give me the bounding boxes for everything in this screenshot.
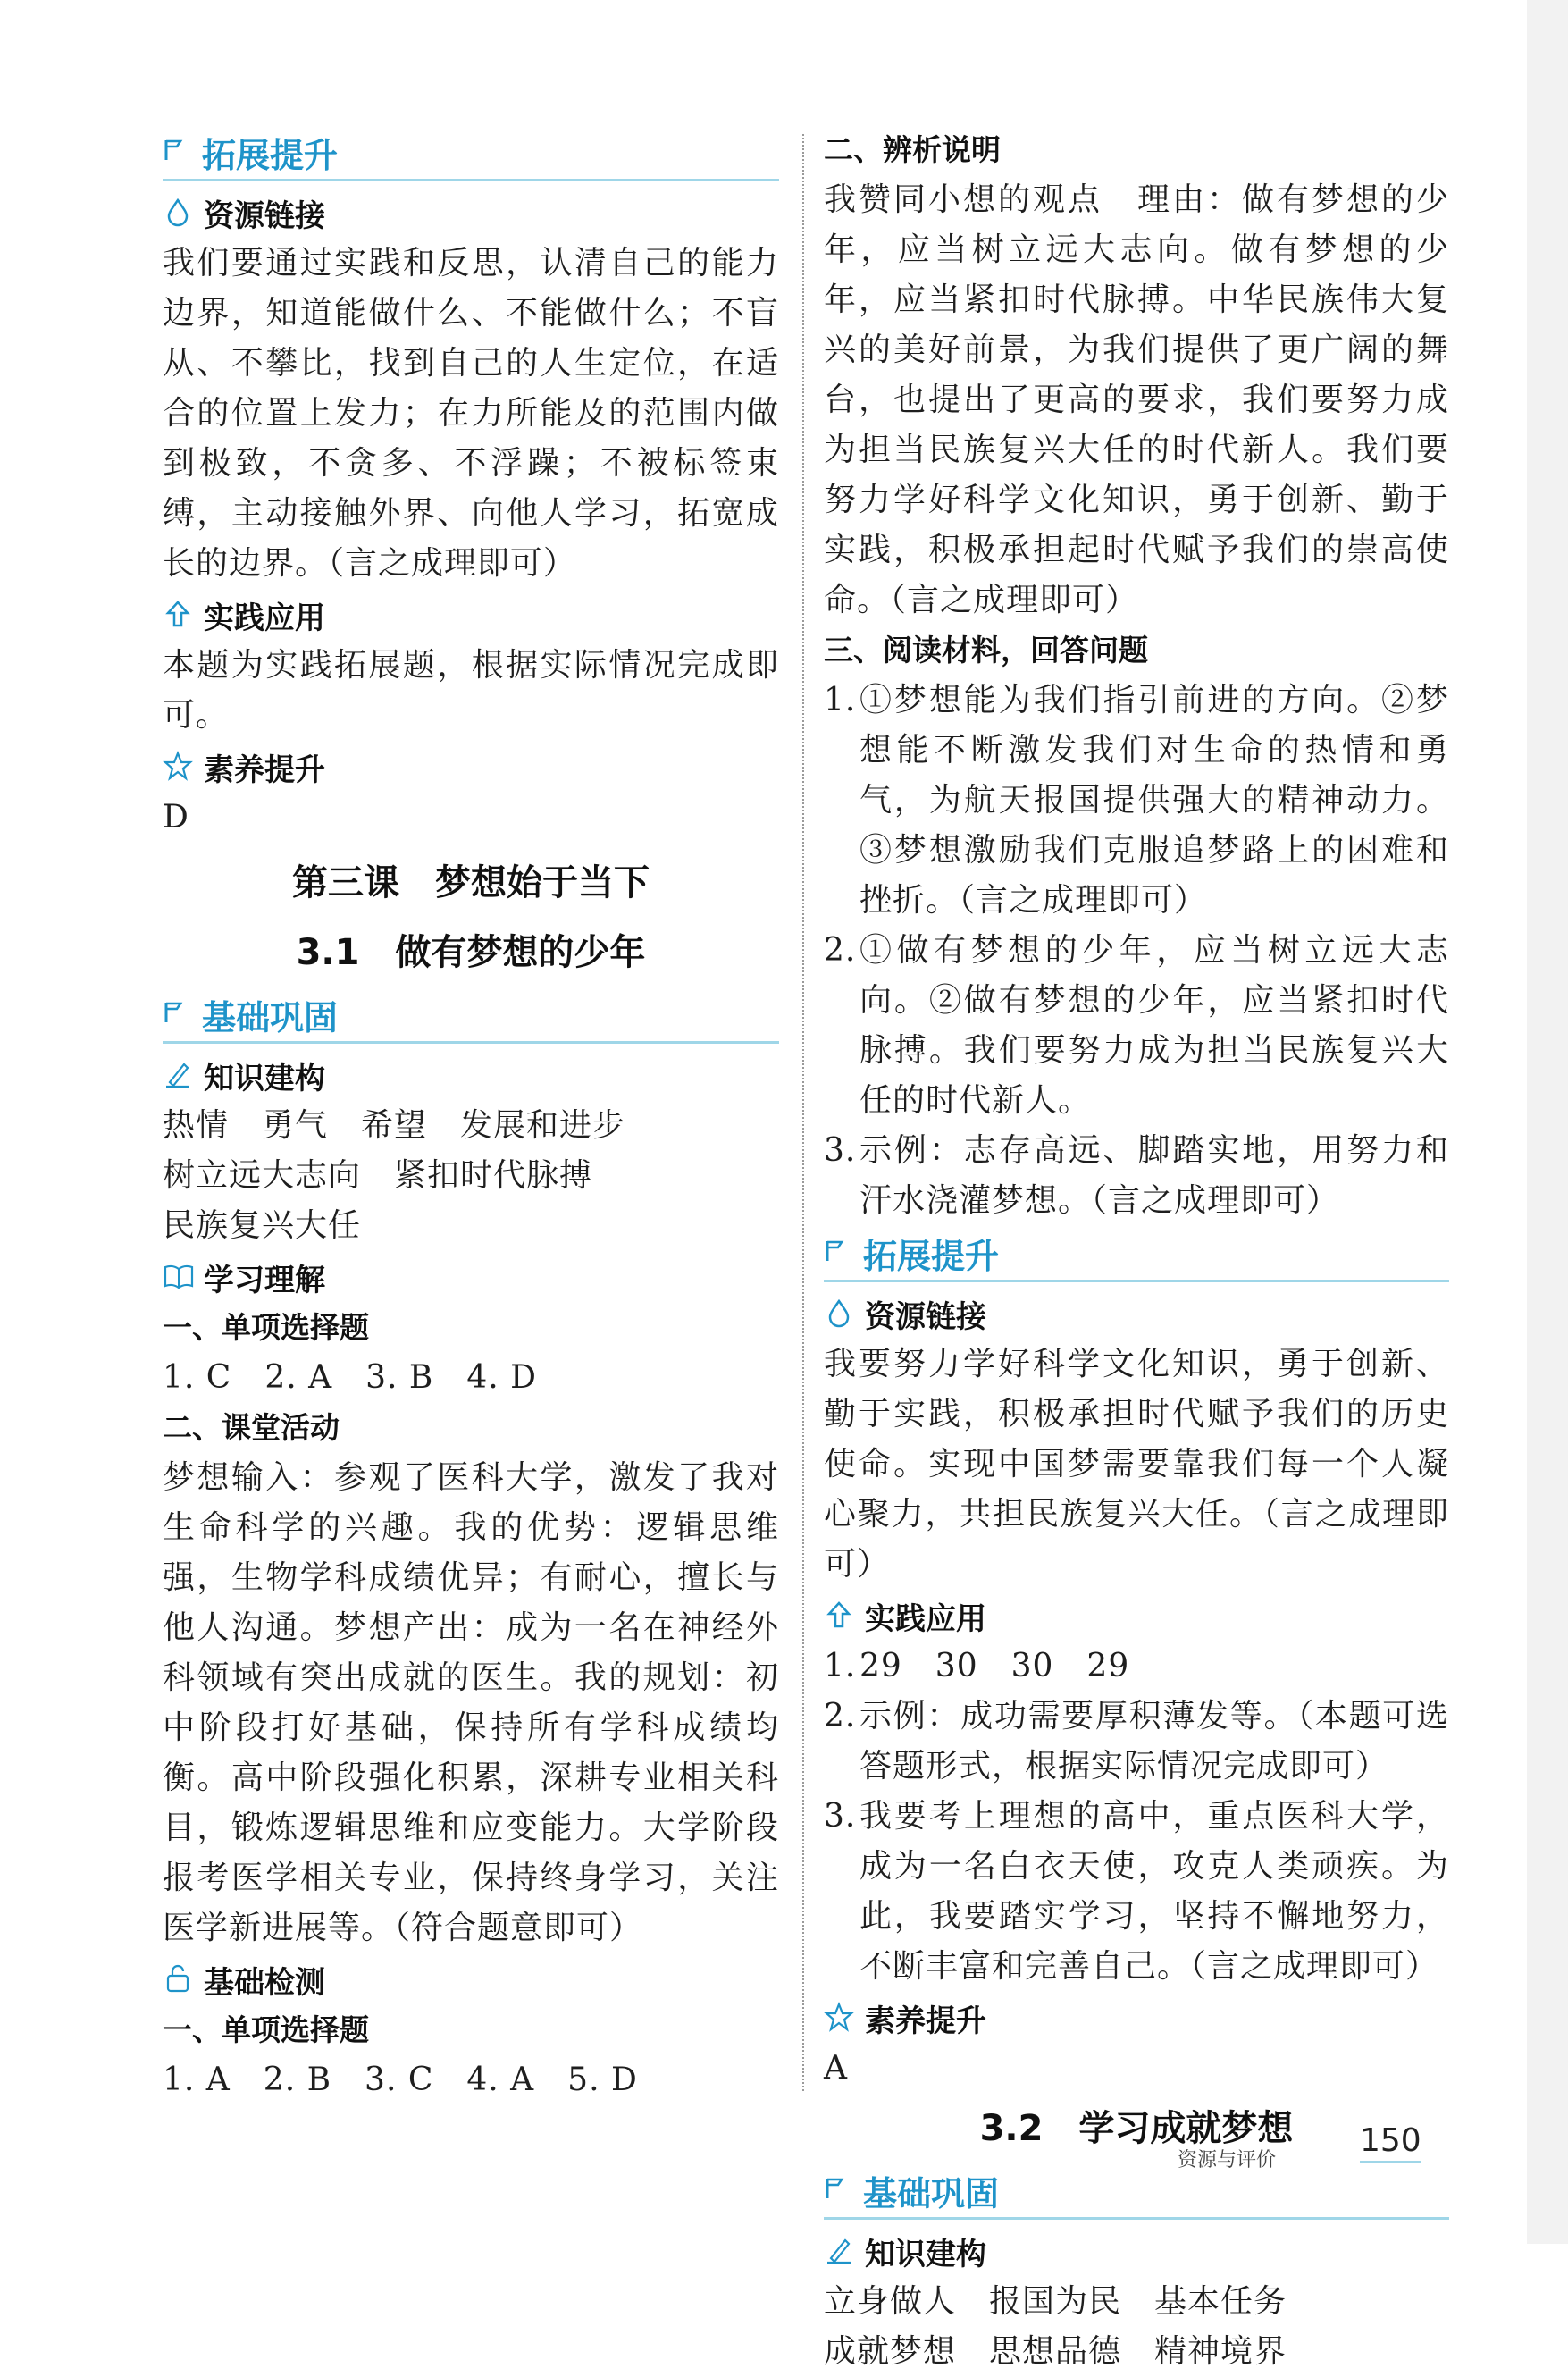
practice-answers — [824, 1642, 1449, 1992]
answer-line: 1. A 2. B 3. C 4. A 5. D — [163, 2062, 638, 2098]
left-column — [163, 125, 779, 2105]
question-heading: 一、单项选择题 — [163, 2012, 369, 2047]
knowledge-lines — [163, 1101, 779, 1251]
reading-answers — [824, 676, 1449, 1226]
subheader-label: 基础检测 — [204, 1964, 325, 2001]
question-heading: 一、单项选择题 — [163, 1310, 369, 1345]
section-header-foundation — [824, 2163, 1449, 2220]
subheader-label: 实践应用 — [204, 600, 325, 636]
flag-icon — [163, 137, 193, 167]
star-icon — [824, 2002, 856, 2034]
column-divider — [802, 134, 804, 2091]
question-heading: 二、辨析说明 — [824, 132, 1001, 167]
pen-icon — [824, 2235, 856, 2267]
list-item: 3. 示例：志存高远、脚踏实地，用努力和汗水浇灌梦想。（言之成理即可） — [824, 1132, 1449, 1219]
answer-line: 1. C 2. A 3. B 4. D — [163, 1359, 538, 1396]
subheader-label: 知识建构 — [204, 1060, 325, 1096]
list-item: 2. 示例：成功需要厚积薄发等。（本题可选答题形式，根据实际情况完成即可） — [824, 1698, 1449, 1785]
flag-icon — [163, 999, 193, 1029]
question-heading: 二、课堂活动 — [163, 1410, 340, 1445]
flag-icon — [824, 1238, 854, 1268]
knowledge-lines — [824, 2277, 1449, 2377]
lock-icon — [163, 1963, 195, 1995]
knowledge-line: 立身做人 报国为民 基本任务 — [824, 2283, 1287, 2320]
subheader-label: 素养提升 — [865, 2003, 986, 2039]
practice-text: 本题为实践拓展题，根据实际情况完成即可。 — [163, 647, 779, 734]
section-subtitle: 3.2 学习成就梦想 — [979, 2108, 1294, 2149]
book-icon — [163, 1261, 195, 1293]
star-icon — [163, 751, 195, 783]
resource-text: 我们要通过实践和反思，认清自己的能力边界，知道能做什么、不能做什么；不盲从、不攀比，找到自己的人生定位，在适合的位置上发力；在力所能及的范围内做到极致，不贪多、不浮躁；不被标签束缚，主动接触外界、向他人学习，拓宽成长的边界。（言之成理即可） — [163, 245, 779, 582]
list-item: 1. ①梦想能为我们指引前进的方向。②梦想能不断激发我们对生命的热情和勇气，为航天报国提供强大的精神动力。③梦想激励我们克服追梦路上的困难和挫折。（言之成理即可） — [824, 682, 1449, 919]
knowledge-line: 成就梦想 思想品德 精神境界 — [824, 2333, 1287, 2370]
flag-icon — [824, 2175, 854, 2205]
section-title: 基础巩固 — [863, 2173, 1000, 2213]
subheader-label: 实践应用 — [865, 1600, 986, 1637]
list-item: 2. ①做有梦想的少年，应当树立远大志向。②做有梦想的少年，应当紧扣时代脉搏。我们要努力成为担当民族复兴大任的时代新人。 — [824, 932, 1449, 1119]
page-number: 150 — [1360, 2122, 1421, 2163]
section-title: 拓展提升 — [863, 1236, 1000, 1276]
subheader-practice — [824, 1590, 1449, 1642]
subheader-label: 知识建构 — [865, 2236, 986, 2272]
question-heading: 三、阅读材料，回答问题 — [824, 633, 1148, 668]
subheader-label: 资源链接 — [865, 1298, 986, 1335]
pen-icon — [163, 1059, 195, 1091]
section-header-extension — [163, 125, 779, 181]
resource-text: 我要努力学好科学文化知识，勇于创新、勤于实践，积极承担时代赋予我们的历史使命。实现中国梦需要靠我们每一个人凝心聚力，共担民族复兴大任。（言之成理即可） — [824, 1346, 1449, 1583]
section-title: 拓展提升 — [202, 135, 339, 175]
subheader-resource — [824, 1288, 1449, 1340]
arrow-up-icon — [163, 599, 195, 631]
drop-icon — [163, 197, 195, 229]
subheader-practice — [163, 589, 779, 641]
subheader-study — [163, 1251, 779, 1303]
literacy-answer: A — [824, 2050, 848, 2087]
section-title: 基础巩固 — [202, 997, 339, 1037]
section-subtitle: 3.1 做有梦想的少年 — [296, 932, 646, 973]
list-item: 3. 我要考上理想的高中，重点医科大学，成为一名白衣天使，攻克人类顽疾。为此，我要踏实学习，坚持不懈地努力，不断丰富和完善自己。（言之成理即可） — [824, 1798, 1449, 1985]
page-edge — [1527, 0, 1568, 2244]
subheader-knowledge — [824, 2225, 1449, 2277]
lesson-title: 第三课 梦想始于当下 — [292, 862, 650, 903]
footer-label: 资源与评价 — [1178, 2149, 1277, 2171]
activity-text: 梦想输入：参观了医科大学，激发了我对生命科学的兴趣。我的优势：逻辑思维强，生物学科成绩优异；有耐心，擅长与他人沟通。梦想产出：成为一名在神经外科领域有突出成就的医生。我的规划：初中阶段打好基础，保持所有学科成绩均衡。高中阶段强化积累，深耕专业相关科目，锻炼逻辑思维和应变能力。大学阶段报考医学相关专业，保持终身学习，关注医学新进展等。（符合题意即可） — [163, 1459, 779, 1946]
literacy-answer: D — [163, 799, 189, 836]
right-column — [824, 125, 1449, 2377]
subheader-literacy — [163, 741, 779, 793]
knowledge-line: 树立远大志向 紧扣时代脉搏 — [163, 1157, 593, 1194]
arrow-up-icon — [824, 1600, 856, 1632]
drop-icon — [824, 1298, 856, 1330]
subheader-knowledge — [163, 1049, 779, 1101]
subheader-label: 学习理解 — [204, 1262, 325, 1298]
analysis-text: 我赞同小想的观点 理由：做有梦想的少年，应当树立远大志向。做有梦想的少年，应当紧扣时代脉搏。中华民族伟大复兴的美好前景，为我们提供了更广阔的舞台，也提出了更高的要求，我们要努力成为担当民族复兴大任的时代新人。我们要努力学好科学文化知识，勇于创新、勤于实践，积极承担起时代赋予我们的崇高使命。（言之成理即可） — [824, 181, 1449, 618]
knowledge-line: 热情 勇气 希望 发展和进步 — [163, 1107, 626, 1144]
subheader-label: 资源链接 — [204, 197, 325, 234]
subheader-check — [163, 1953, 779, 2005]
section-header-foundation — [163, 987, 779, 1044]
subheader-resource — [163, 187, 779, 239]
list-item: 1. 29 30 30 29 — [824, 1648, 1130, 1684]
subheader-label: 素养提升 — [204, 752, 325, 788]
section-header-extension — [824, 1226, 1449, 1282]
knowledge-line: 民族复兴大任 — [163, 1207, 362, 1244]
subheader-literacy — [824, 1992, 1449, 2044]
